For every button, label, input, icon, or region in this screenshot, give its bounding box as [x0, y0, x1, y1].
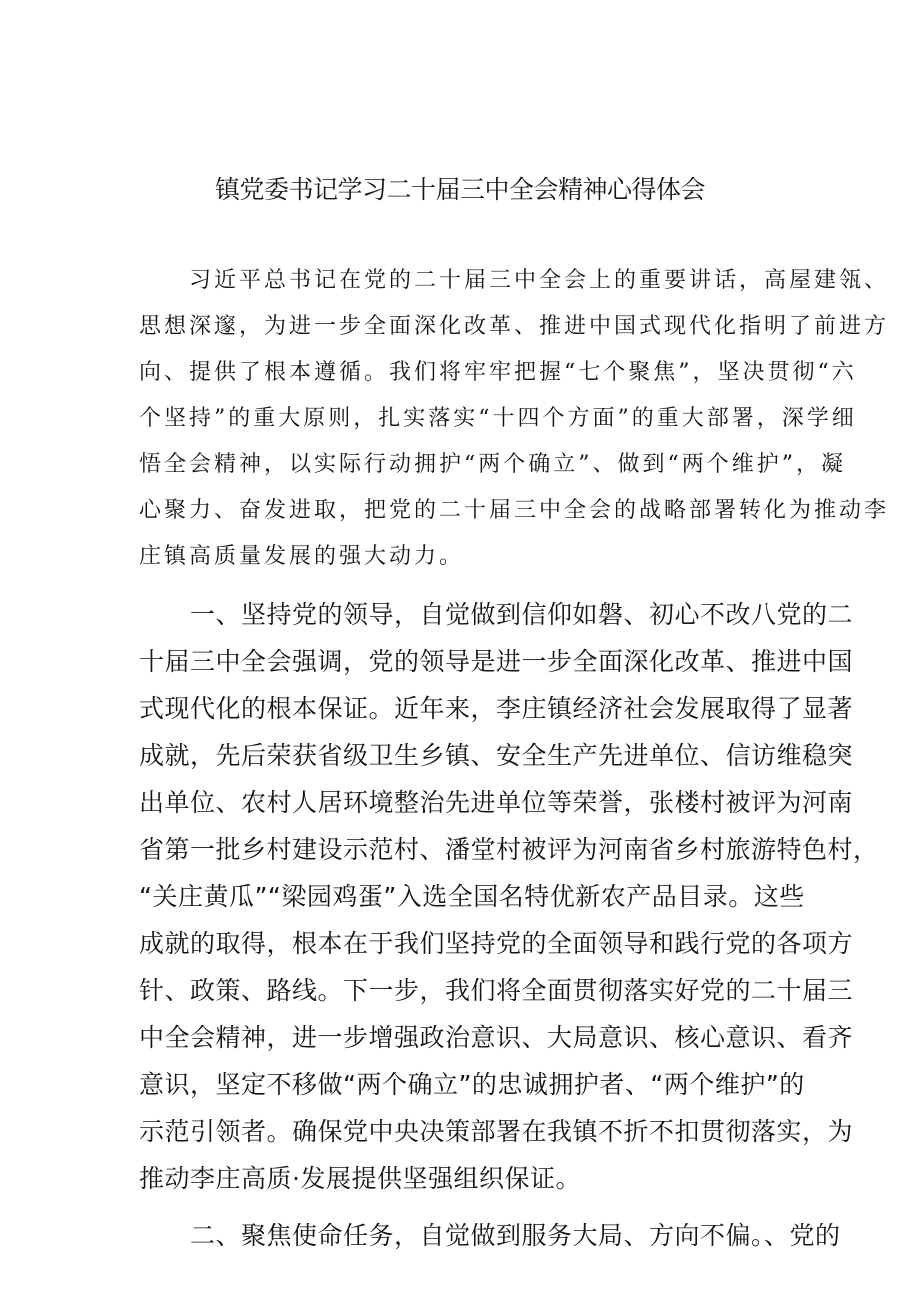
section-line-6: 省第一批乡村建设示范村、潘堂村被评为河南省乡村旅游特色村， [139, 835, 879, 864]
section-line-10: 中全会精神，进一步增强政治意识、大局意识、核心意识、看齐 [139, 1023, 854, 1052]
intro-line-4: 个坚持”的重大原则，扎实落实“十四个方面”的重大部署，深学细 [139, 406, 857, 431]
section-line-11: 意识，坚定不移做“两个确立”的忠诚拥护者、“两个维护”的 [139, 1070, 805, 1099]
section-line-5: 出单位、农村人居环境整治先进单位等荣誉，张楼村被评为河南 [139, 788, 854, 817]
intro-line-1: 习近平总书记在党的二十届三中全会上的重要讲话，高屋建瓴、 [139, 268, 890, 293]
section-line-13: 推动李庄高质·发展提供坚强组织保证。 [139, 1164, 581, 1193]
section-line-1: 一、坚持党的领导，自觉做到信仰如磐、初心不改八党的二 [139, 600, 854, 629]
intro-line-3: 向、提供了根本遵循。我们将牢牢把握“七个聚焦”，坚决贯彻“六 [139, 360, 857, 385]
section-line-2: 十届三中全会强调，党的领导是进一步全面深化改革、推进中国 [139, 647, 854, 676]
section-line-7: “关庄黄瓜”“梁园鸡蛋”入选全国名特优新农产品目录。这些 [139, 882, 805, 911]
intro-line-2: 思想深邃，为进一步全面深化改革、推进中国式现代化指明了前进方 [139, 314, 890, 339]
document-title: 镇党委书记学习二十届三中全会精神心得体会 [214, 175, 705, 204]
intro-line-6: 心聚力、奋发进取，把党的二十届三中全会的战略部署转化为推动李 [139, 498, 890, 523]
section-line-9: 针、政策、路线。下一步，我们将全面贯彻落实好党的二十届三 [139, 976, 854, 1005]
section-line-14: 二、聚焦使命任务，自觉做到服务大局、方向不偏。、党的 [139, 1221, 841, 1250]
intro-line-5: 悟全会精神，以实际行动拥护“两个确立”、做到“两个维护”，凝 [139, 452, 846, 477]
section-line-3: 式现代化的根本保证。近年来，李庄镇经济社会发展取得了显著 [139, 694, 854, 723]
section-line-4: 成就，先后荣获省级卫生乡镇、安全生产先进单位、信访维稳突 [139, 741, 854, 770]
section-line-12: 示范引领者。确保党中央决策部署在我镇不折不扣贯彻落实，为 [139, 1117, 854, 1146]
section-line-8: 成就的取得，根本在于我们坚持党的全面领导和践行党的各项方 [139, 929, 854, 958]
intro-line-7: 庄镇高质量发展的强大动力。 [139, 544, 465, 569]
